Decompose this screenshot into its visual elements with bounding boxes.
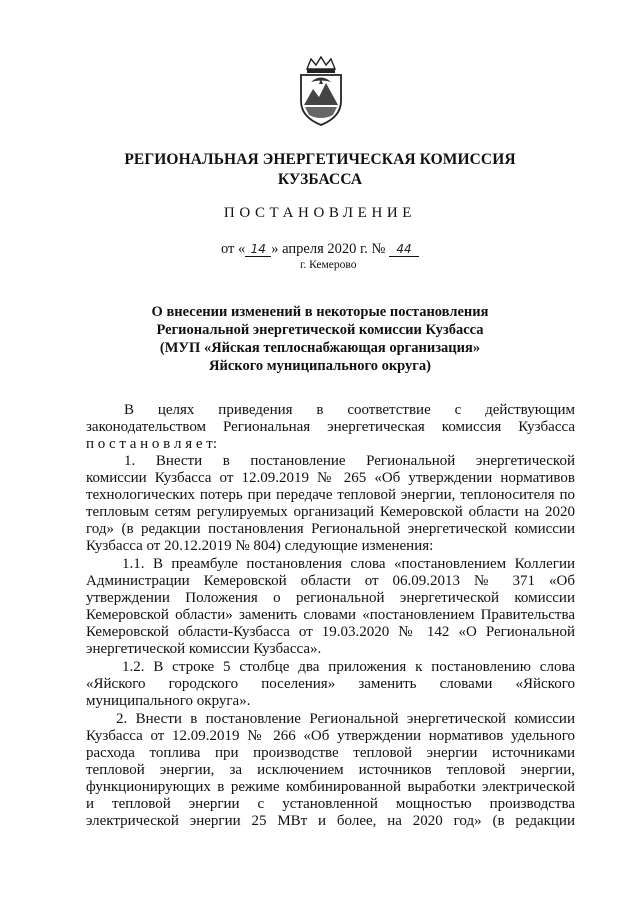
body-line: тепловой энергии, за исключением источников тепловой энергии, [86, 762, 575, 778]
subject-line: Яйского муниципального округа) [209, 358, 431, 374]
body-line: технологических потерь при передаче тепловой энергии, теплоносителя по [86, 487, 575, 503]
body-line: 1.2. В строке 5 столбце два приложения к постановлению слова [122, 659, 575, 675]
body-line: комиссии Кузбасса от 12.09.2019 № 265 «Об утверждении нормативов [86, 470, 575, 486]
body-line: законодательством Региональная энергетическая комиссия Кузбасса [86, 419, 575, 435]
body-line: энергетической комиссии Кузбасса». [86, 641, 322, 657]
body-line: Кузбасса от 20.12.2019 № 804) следующие изменения: [86, 538, 434, 554]
body-line: электрической энергии 25 МВт и более, на 2020 год» (в редакции [86, 813, 575, 829]
handwritten-day: 14 [245, 242, 271, 257]
city-name: г. Кемерово [300, 259, 357, 271]
body-line: функционирующих в режиме комбинированной выработки электрической [86, 779, 575, 795]
date-line [0, 241, 640, 258]
subject-line: О внесении изменений в некоторые постановления [151, 304, 489, 320]
subject-line: Региональной энергетической комиссии Кузбасса [156, 322, 484, 338]
handwritten-number: 44 [389, 242, 419, 257]
date-prefix: от « [220, 241, 246, 257]
coat-of-arms-emblem [293, 55, 349, 129]
body-line: утверждении Положения о региональной энергетической комиссии [86, 590, 575, 606]
body-line: и тепловой энергии с установленной мощностью производства [86, 796, 575, 812]
body-line: Кемеровской области-Кузбасса от 19.03.2020 № 142 «О Региональной [86, 624, 575, 640]
body-line: год» (в редакции постановления Региональной энергетической комиссии [86, 521, 575, 537]
document-title: ПОСТАНОВЛЕНИЕ [223, 205, 417, 221]
body-line: тепловым сетям регулируемых организаций Кемеровской области на 2020 [86, 504, 575, 520]
body-line: 2. Внести в постановление Региональной энергетической комиссии [116, 711, 575, 727]
body-line: В целях приведения в соответствие с действующим [124, 402, 575, 418]
body-line: Администрации Кемеровской области от 06.09.2013 № 371 «Об [86, 573, 575, 589]
body-line: п о с т а н о в л я е т: [86, 436, 218, 452]
organization-name-line-1: РЕГИОНАЛЬНАЯ ЭНЕРГЕТИЧЕСКАЯ КОМИССИЯ [124, 151, 516, 168]
subject-line: (МУП «Яйская теплоснабжающая организация» [159, 340, 481, 356]
body-line: «Яйского городского поселения» заменить словами «Яйского [86, 676, 575, 692]
date-middle: » апреля 2020 г. № [271, 241, 386, 257]
organization-name-line-2: КУЗБАССА [277, 171, 363, 188]
body-line: расхода топлива при производстве тепловой энергии источниками [86, 745, 575, 761]
body-line: 1. Внести в постановление Региональной энергетической [124, 453, 575, 469]
body-line: 1.1. В преамбуле постановления слова «постановлением Коллегии [122, 556, 575, 572]
body-line: Кузбасса от 12.09.2019 № 266 «Об утверждении нормативов удельного [86, 728, 575, 744]
body-line: муниципального округа». [86, 693, 251, 709]
body-line: Кемеровской области» заменить словами «постановлением Правительства [86, 607, 575, 623]
